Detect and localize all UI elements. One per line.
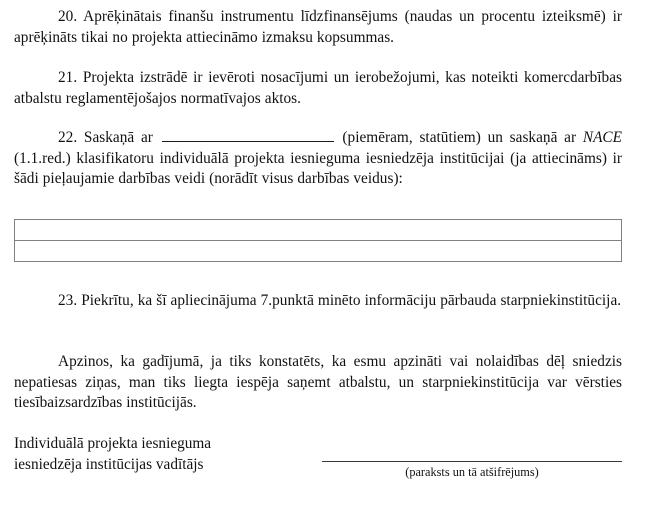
signature-line-group [322, 461, 622, 480]
signatory-title-line-1: Individuālā projekta iesnieguma [14, 435, 212, 452]
paragraph-22 [14, 128, 622, 190]
table-row [15, 241, 622, 262]
nace-classifier-label: NACE [582, 129, 623, 146]
signature-line[interactable] [322, 461, 622, 462]
signatory-title-line-2: iesniedzēja institūcijas vadītājs [14, 455, 204, 473]
paragraph-22-text-part2: (piemēram, statūtiem) un saskaņā ar [342, 129, 577, 146]
activity-types-table [14, 219, 622, 262]
activity-type-cell-2[interactable] [15, 241, 622, 262]
signature-caption: (paraksts un tā atšifrējums) [405, 465, 539, 479]
document-type-blank-field[interactable] [162, 128, 334, 142]
paragraph-22-text-part1: 22. Saskaņā ar [58, 129, 153, 146]
paragraph-declaration: Apzinos, ka gadījumā, ja tiks konstatēts, ka esmu apzināti vai nolaidības dēļ sniedzis nepatiesas ziņas, man tiks liegta iespēja saņemt atbalstu, un starpniekinstitūcija var vērsties tiesībaizsardzības institūcijās. [14, 353, 622, 411]
signature-block [14, 434, 622, 504]
paragraph-22-text-part3: (1.1.red.) klasifikatoru individuālā projekta iesnieguma iesniedzēja institūcijai (ja attiecināms) ir šādi pieļaujamie darbības veidi (norādīt visus darbības veidus): [14, 149, 622, 187]
signatory-title [14, 434, 314, 475]
paragraph-21: 21. Projekta izstrādē ir ievēroti nosacījumi un ierobežojumi, kas noteikti komercdarbības atbalstu reglamentējošajos normatīvajos aktos. [14, 69, 622, 107]
paragraph-23: 23. Piekrītu, ka šī apliecinājuma 7.punktā minēto informāciju pārbauda starpniekinstitūcija. [58, 292, 622, 309]
paragraph-20: 20. Aprēķinātais finanšu instrumentu līdzfinansējums (naudas un procentu izteiksmē) ir aprēķināts tikai no projekta attiecināmo izmaksu kopsummas. [14, 8, 622, 46]
table-row [15, 220, 622, 241]
activity-type-cell-1[interactable] [15, 220, 622, 241]
